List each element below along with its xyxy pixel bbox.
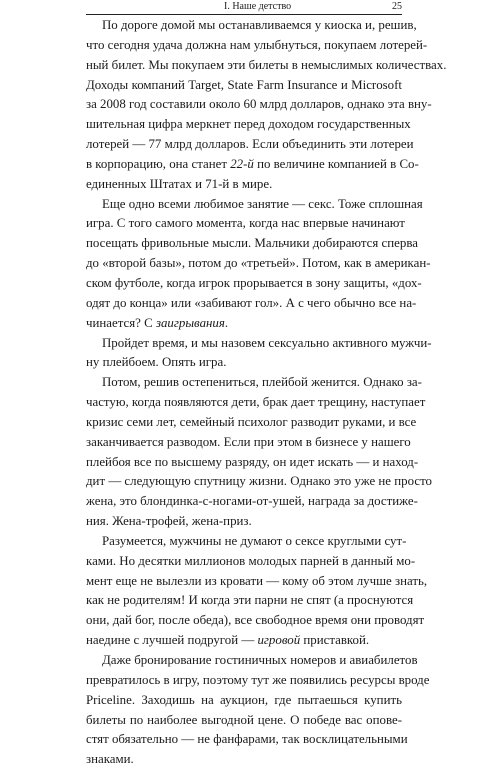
paragraph [86, 334, 432, 374]
text-line: превратилось в игру, поэтому тут же появились ресурсы вроде [86, 672, 430, 687]
text-line: игра. С того самого момента, когда нас впервые начинают [86, 216, 405, 231]
text-line: стят обязательно — не фанфарами, так восклицательными [86, 732, 408, 747]
text-line: Потом, решив остепениться, плейбой женится. Однако за- [102, 375, 422, 390]
text-line: жена, это блондинка-с-ногами-от-ушей, награда за достиже- [86, 494, 418, 509]
paragraph [86, 16, 447, 195]
text-line: как не родителям! И когда эти парни не спят (а проснуются [86, 593, 414, 608]
text-line: что сегодня удача должна нам улыбнуться, покупаем лотерей- [86, 37, 428, 52]
paragraph [86, 651, 430, 770]
text-line: Разумеется, мужчины не думают о сексе круглыми сут- [102, 533, 407, 548]
text-line: По дороге домой мы останавливаемся у киоска и, решив, [102, 18, 417, 32]
text-line: ный билет. Мы покупаем эти билеты в немыслимых количествах. [86, 57, 447, 72]
text-line: одят до конца» или «забивают гол». А с чего обычно все на- [86, 295, 417, 310]
text-line: заканчивается разводом. Если при этом в бизнесе у нашего [86, 434, 411, 449]
text-line: посещать фривольные мысли. Мальчики добираются сперва [86, 236, 418, 251]
running-head [86, 0, 402, 15]
text-line: ну плейбоем. Опять игра. [86, 355, 227, 370]
text-line: чинается? С заигрывания. [86, 315, 229, 330]
text-line: плейбоя все по высшему разряду, он идет искать — и наход- [86, 454, 419, 469]
page-number: 25 [392, 1, 402, 12]
text-line: мент еще не вылезли из кровати — кому об этом лучше знать, [86, 573, 428, 588]
text-line: дит — следующую спутницу жизни. Однако это уже не просто [86, 474, 432, 489]
text-line: ния. Жена-трофей, жена-приз. [86, 514, 252, 529]
text-line: билеты по наиболее выгодной цене. О победе вас опове- [86, 712, 402, 727]
text-line: единенных Штатах и 71-й в мире. [86, 176, 273, 191]
paragraph [86, 195, 431, 334]
text-line: кризис семи лет, семейный психолог разводит руками, и все [86, 414, 417, 429]
text-line: Priceline. Заходишь на аукцион, где пытаешься купить [86, 692, 402, 707]
text-line: за 2008 год составили около 60 млрд долларов, однако эта вну- [86, 97, 432, 112]
text-line: Доходы компаний Target, State Farm Insurance и Microsoft [86, 77, 402, 92]
text-line: до «второй базы», потом до «третьей». Потом, как в американ- [86, 256, 431, 271]
body-text [86, 16, 447, 770]
paragraph [86, 532, 428, 651]
text-line: Еще одно всеми любимое занятие — секс. Тоже сплошная [102, 196, 423, 211]
text-line: Даже бронирование гостиничных номеров и авиабилетов [102, 653, 418, 667]
text-line: ском футболе, когда игрок прорывается в зону защиты, «дох- [86, 275, 422, 290]
text-line: частую, когда появляются дети, брак дает трещину, наступает [86, 395, 426, 410]
text-line: знаками. [86, 752, 134, 767]
text-line: ками. Но десятки миллионов молодых парней в данный мо- [86, 553, 416, 568]
text-line: шительная цифра меркнет перед доходом государственных [86, 117, 411, 132]
text-line: лотерей — 77 млрд долларов. Если объединить эти лотереи [86, 137, 414, 152]
text-line: в корпорацию, она станет 22-й по величине компанией в Со- [86, 156, 419, 171]
text-line: Пройдет время, и мы назовем сексуально активного мужчи- [102, 335, 432, 350]
text-line: наедине с лучшей подругой — игровой приставкой. [86, 633, 370, 648]
chapter-title: I. Наше детство [224, 1, 292, 12]
paragraph [86, 373, 432, 532]
text-line: они, дай бог, после обеда), все свободное время они проводят [86, 613, 425, 628]
